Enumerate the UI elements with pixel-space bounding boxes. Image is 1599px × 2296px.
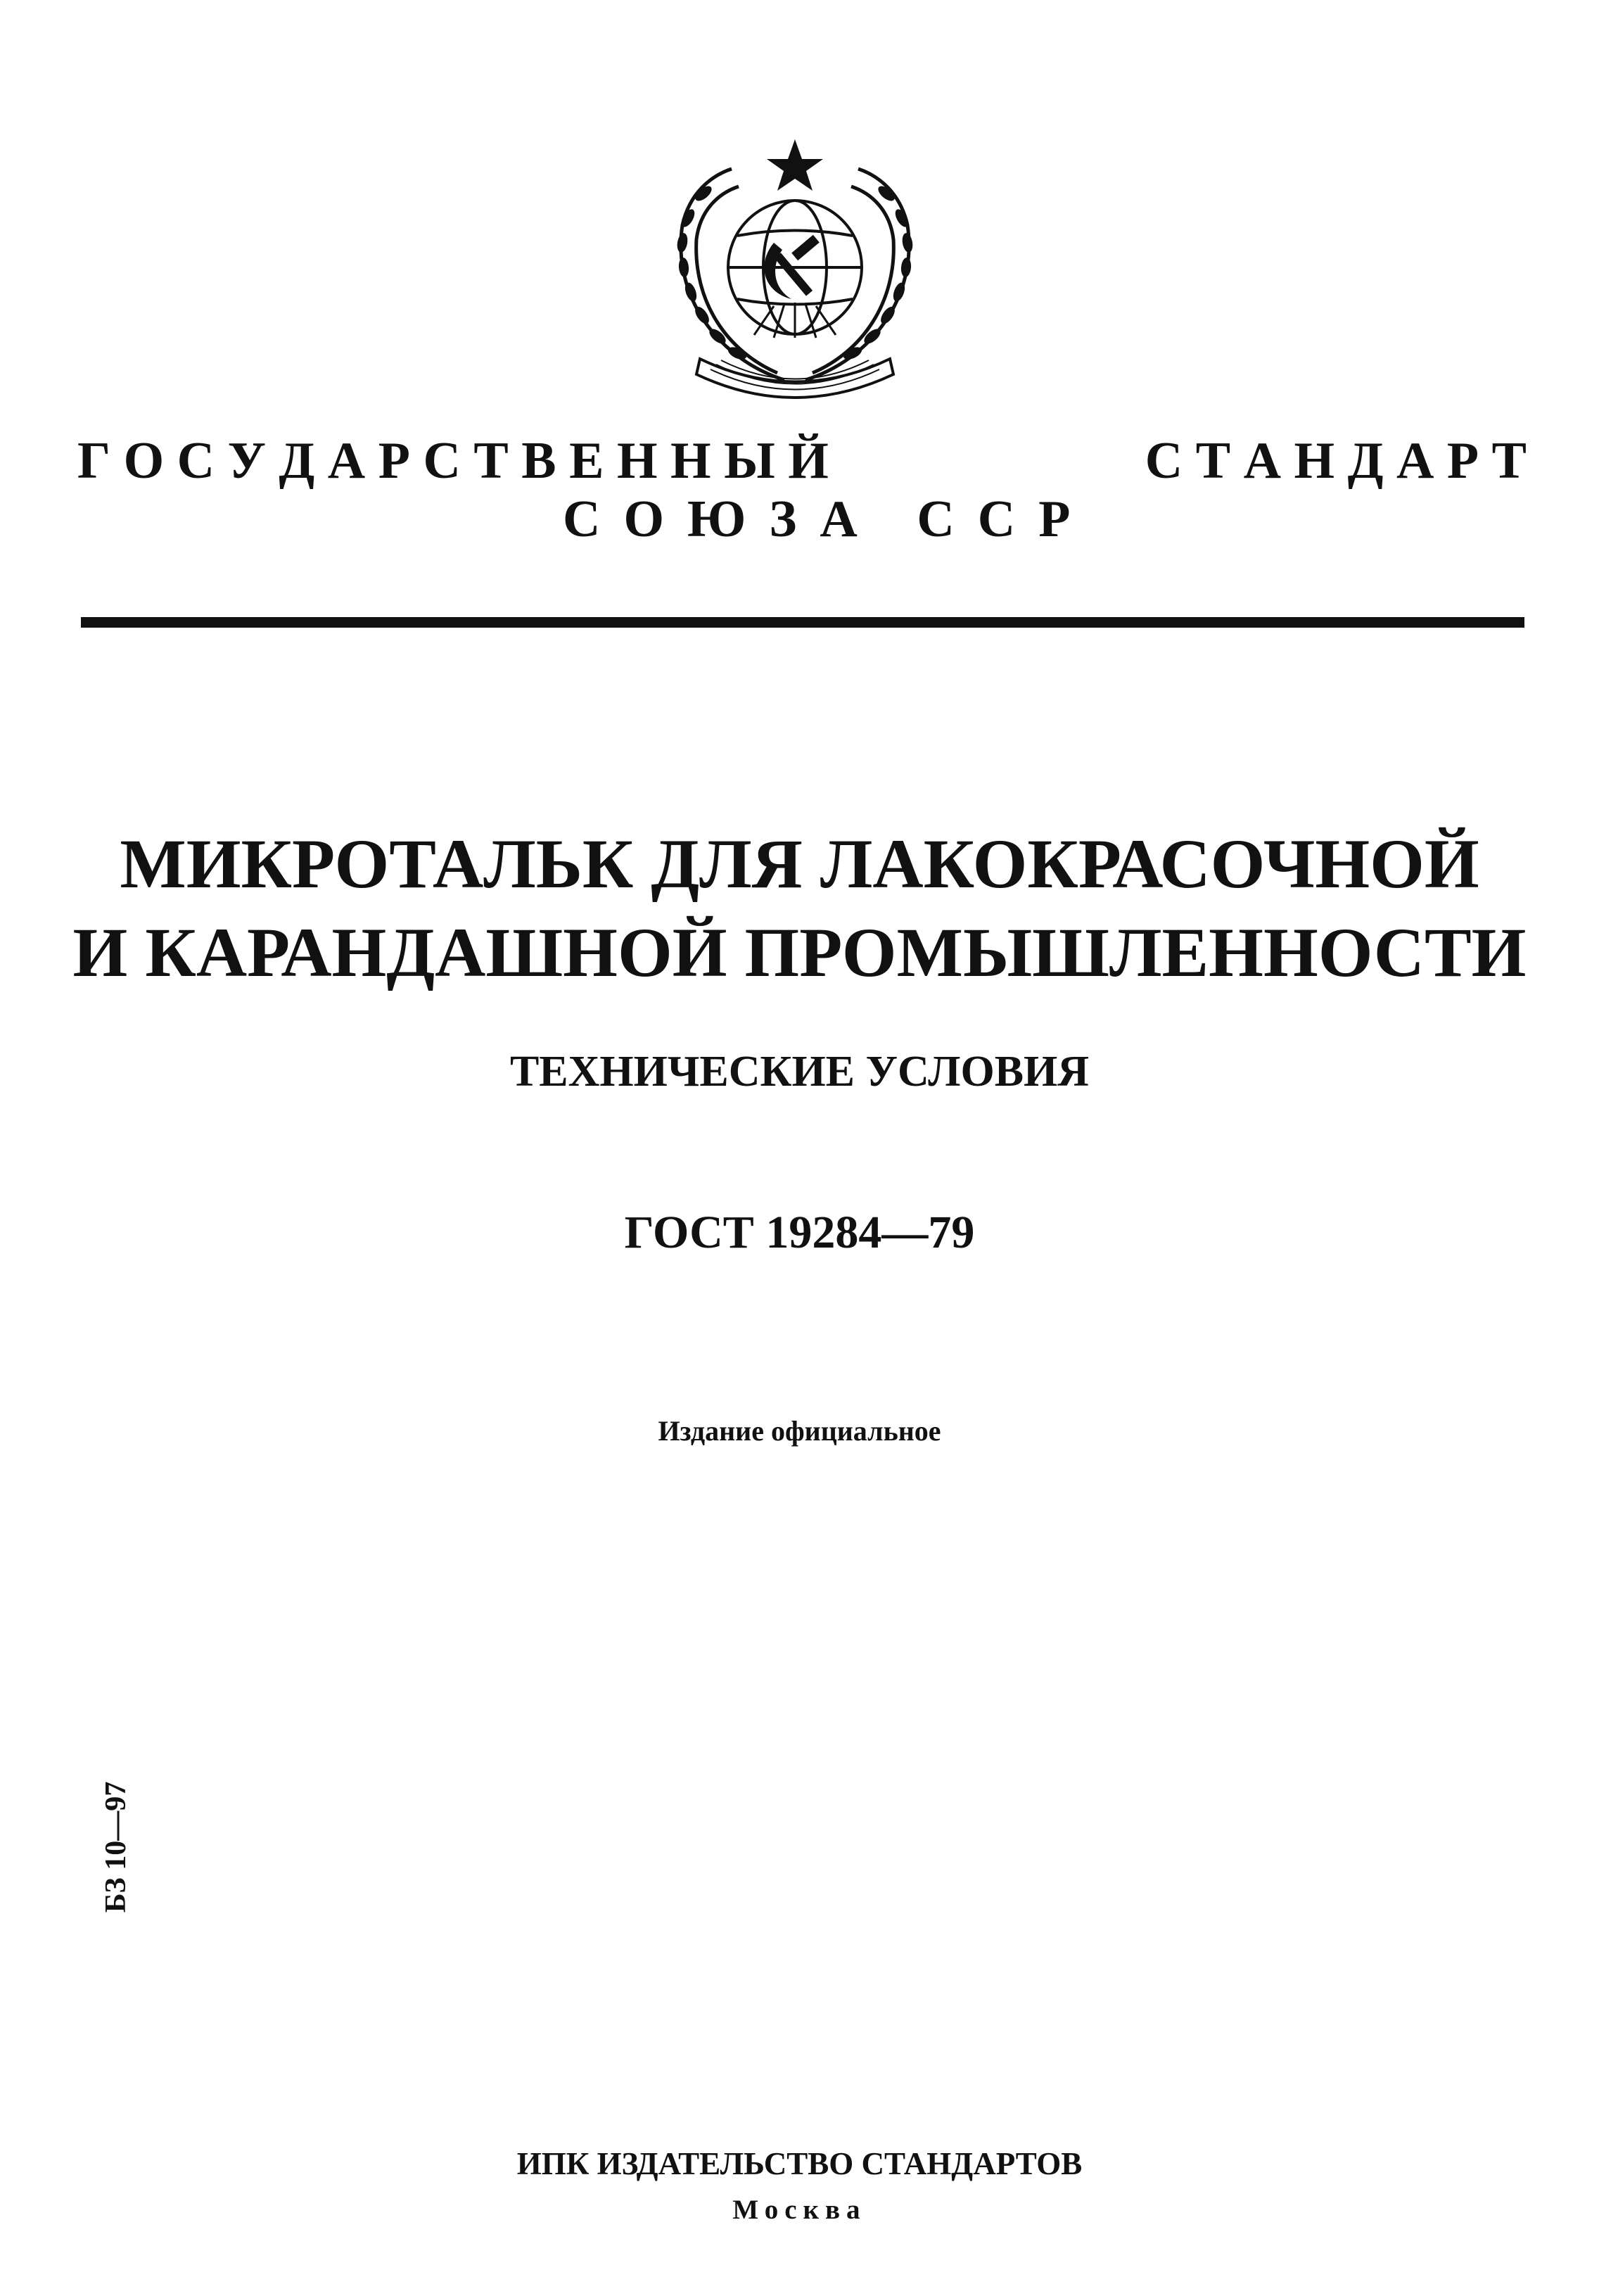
side-code-wrapper <box>100 1781 132 1913</box>
document-subtitle: ТЕХНИЧЕСКИЕ УСЛОВИЯ <box>509 1048 1090 1096</box>
standard-number: ГОСТ 19284—79 <box>624 1207 975 1258</box>
header-state-standard <box>77 429 1527 493</box>
horizontal-rule <box>81 617 1524 628</box>
publisher-city: Москва <box>732 2195 867 2225</box>
edition-label: Издание официальное <box>658 1415 941 1447</box>
publisher-name: ИПК ИЗДАТЕЛЬСТВО СТАНДАРТОВ <box>516 2146 1083 2181</box>
header-word-standard: С Т А Н Д А Р Т <box>1145 432 1527 490</box>
side-code: БЗ 10—97 <box>100 1781 132 1913</box>
sun-rays-icon <box>754 303 836 338</box>
document-title <box>0 820 1599 997</box>
title-line-2: И КАРАНДАШНОЙ ПРОМЫШЛЕННОСТИ <box>72 913 1527 991</box>
title-line-1: МИКРОТАЛЬК ДЛЯ ЛАКОКРАСОЧНОЙ <box>120 825 1479 903</box>
ussr-state-emblem-icon <box>633 127 957 422</box>
star-icon <box>767 139 823 191</box>
ribbon-icon <box>696 359 893 398</box>
header-word-state: Г О С У Д А Р С Т В Е Н Н Ы Й <box>77 432 829 490</box>
header-union: СОЮЗА ССР <box>563 490 1094 548</box>
